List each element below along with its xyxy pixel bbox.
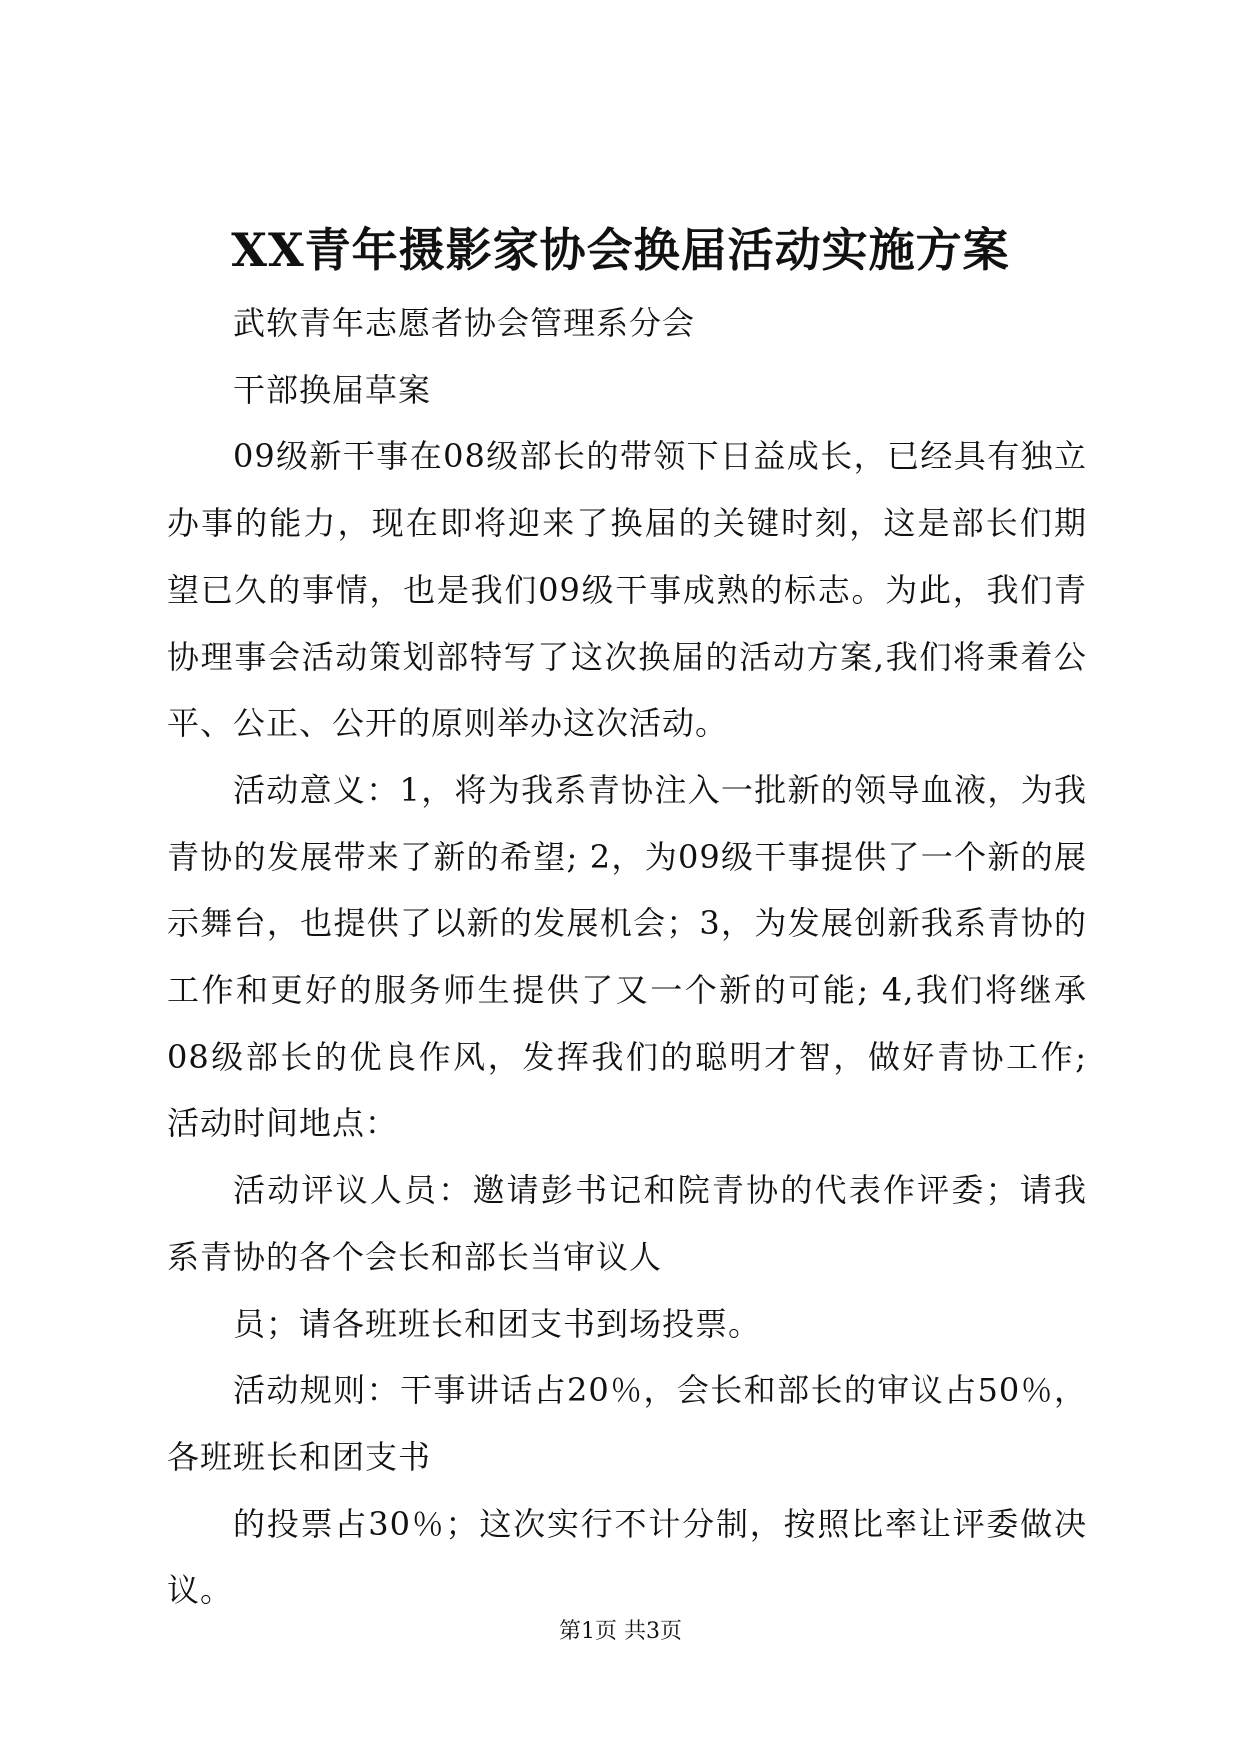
paragraph-significance: 活动意义：1，将为我系青协注入一批新的领导血液，为我青协的发展带来了新的希望; 2，为09级干事提供了一个新的展示舞台，也提供了以新的发展机会；3，为发展创新我系青协的工作和更好的服务师生提供了又一个新的可能; 4,我们将继承08级部长的优良作风，发挥我们的聪明才智，做好青协工作; 活动时间地点： [167, 770, 1087, 1143]
page-number: 第1页 共3页 [559, 1619, 682, 1644]
paragraph-draft-title: 干部换届草案 [233, 370, 432, 409]
paragraph-org-name: 武软青年志愿者协会管理系分会 [233, 304, 696, 342]
paragraph-rules-cont: 的投票占30％；这次实行不计分制，按照比率让评委做决议。 [167, 1504, 1087, 1610]
paragraph-rules: 活动规则：干事讲话占20％，会长和部长的审议占50％，各班班长和团支书 [167, 1371, 1087, 1476]
paragraph-reviewers: 活动评议人员：邀请彭书记和院青协的代表作评委；请我系青协的各个会长和部长当审议人 [167, 1171, 1087, 1276]
document-body [167, 290, 1087, 1624]
paragraph-reviewers-cont: 员；请各班班长和团支书到场投票。 [233, 1304, 762, 1343]
document-title: XX青年摄影家协会换届活动实施方案 [231, 223, 1010, 277]
paragraph-intro: 09级新干事在08级部长的带领下日益成长，已经具有独立办事的能力，现在即将迎来了换届的关键时刻，这是部长们期望已久的事情，也是我们09级干事成熟的标志。为此，我们青协理事会活动策划部特写了这次换届的活动方案,我们将秉着公平、公正、公开的原则举办这次活动。 [167, 437, 1087, 743]
